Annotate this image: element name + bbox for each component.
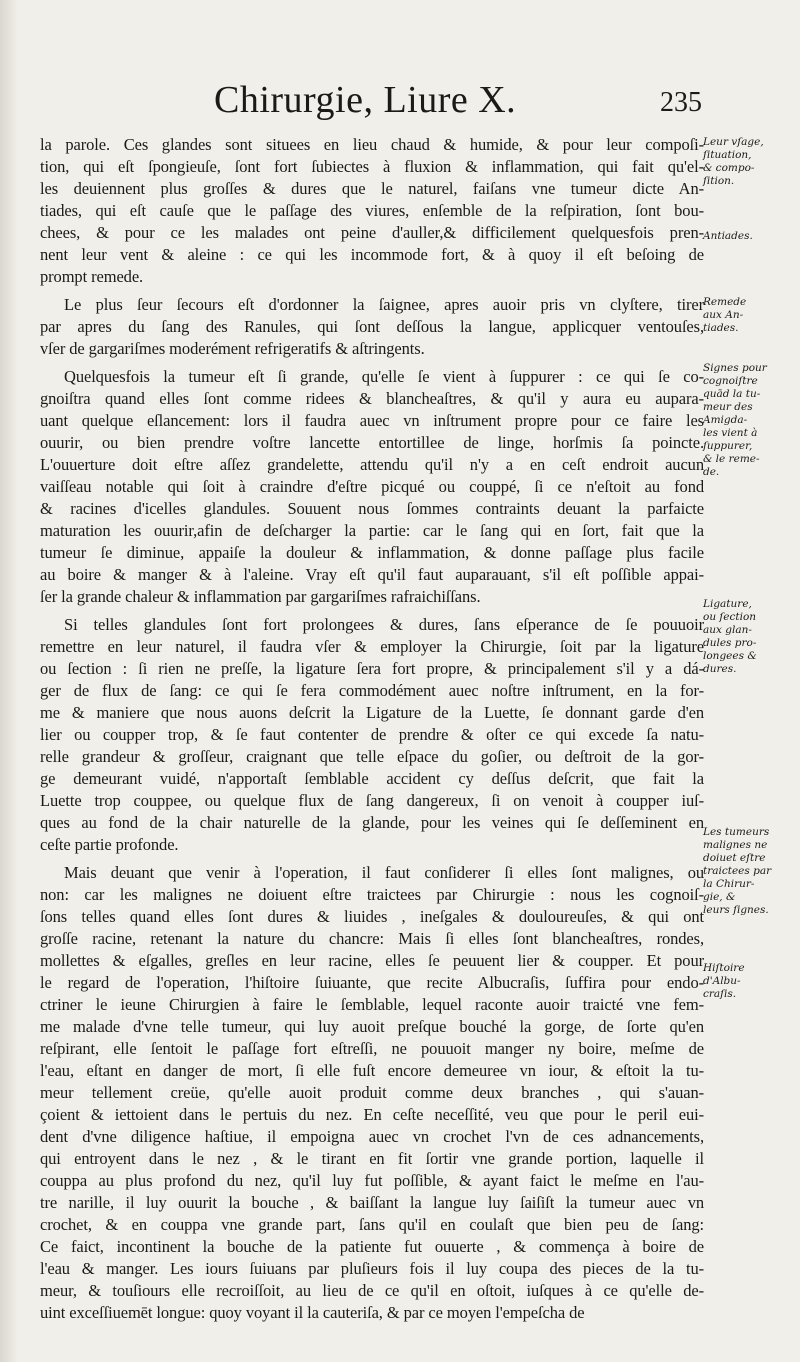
- margin-note-line: ſuppurer,: [703, 440, 753, 452]
- margin-note-line: ou ſection: [703, 611, 757, 623]
- text-line: Quelquesfois la tumeur eſt ſi grande, qu'elle ſe vient à ſuppurer : ce qui ſe co-: [64, 367, 704, 386]
- text-line: & racines d'icelles glandules. Souuent nous ſommes contraints deuant la parfaicte: [40, 499, 704, 518]
- margin-note-line: & compo-: [703, 162, 755, 174]
- text-line: çoient & iettoient dans le pertuis du nez. En ceſte neceſſité, veu que pour le peril eui-: [40, 1105, 704, 1124]
- text-line: meur, & touſiours elle recroiſſoit, au lieu de ce qu'il en oſtoit, iuſques à ce qu'elle de-: [40, 1281, 704, 1300]
- margin-note: [703, 296, 799, 335]
- margin-note-line: Les tumeurs: [703, 826, 770, 838]
- margin-note-line: leurs ſignes.: [703, 904, 769, 916]
- text-line: mollettes & eſgalles, greſles en leur racine, elles ſe peuuent lier & coupper. Et pour: [40, 951, 704, 970]
- text-line: l'eau & manger. Les iours ſuiuans par pluſieurs fois il luy coupa des pieces de la tu-: [40, 1259, 704, 1278]
- text-line: nent leur vent & aleine : ce qui les incommode fort, & à quoy il eſt beſoing de: [40, 245, 704, 264]
- margin-note-line: Ligature,: [703, 598, 752, 610]
- margin-note-line: Hiſtoire: [703, 962, 745, 974]
- text-line: Ce faict, incontinent la bouche de la patiente fut ouuerte , & commença à boire de: [40, 1237, 704, 1256]
- margin-note-line: doiuet eſtre: [703, 852, 766, 864]
- paragraph: [40, 366, 704, 608]
- text-line: gnoiſtra quand elles ſont comme ridees & blancheaſtres, & qu'il y aura eu aupara-: [40, 389, 704, 408]
- text-line: ſer la grande chaleur & inflammation par gargariſmes rafraichiſſans.: [40, 587, 481, 606]
- text-line: remettre en leur naturel, il faudra vſer & employer la Chirurgie, ſoit par la ligature: [40, 637, 704, 656]
- margin-note-line: Amigda-: [703, 414, 748, 426]
- margin-note-line: ſition.: [703, 175, 735, 187]
- margin-note-line: longees &: [703, 650, 757, 662]
- margin-note-line: Remede: [703, 296, 747, 308]
- paragraph: [40, 294, 704, 360]
- text-line: au boire & manger & à l'aleine. Vray eſt qu'il faut auparauant, s'il eſt poſſible appai-: [40, 565, 704, 584]
- paragraph: [40, 134, 704, 288]
- margin-note-line: traictees par: [703, 865, 772, 877]
- text-line: me & maniere que nous auons deſcrit la Ligature de la Luette, ſe donnant garde d'en: [40, 703, 704, 722]
- paragraph: [40, 862, 704, 1324]
- text-line: non: car les malignes ne doiuent eſtre traictees par Chirurgie : nous les cognoiſ-: [40, 885, 704, 904]
- text-line: les deuiennent plus groſſes & dures que le naturel, faiſans vne tumeur dicte An-: [40, 179, 704, 198]
- margin-note: [703, 826, 799, 917]
- margin-note: [703, 230, 799, 243]
- text-line: par apres du ſang des Ranules, qui ſont deſſous la langue, applicquer ventouſes,: [40, 317, 704, 336]
- text-line: Mais deuant que venir à l'operation, il faut conſiderer ſi elles ſont malignes, ou: [64, 863, 704, 882]
- text-line: Si telles glandules ſont fort prolongees & dures, ſans eſperance de ſe pouuoir: [64, 615, 704, 634]
- margin-note: [703, 962, 799, 1001]
- margin-note-line: Signes pour: [703, 362, 767, 374]
- text-line: ſons telles quand elles ſont dures & liuides , ineſgales & douloureuſes, & qui ont: [40, 907, 704, 926]
- text-line: vaiſſeau notable qui ſoit à craindre d'eſtre picqué ou couppé, ſi ce n'eſtoit au fond: [40, 477, 704, 496]
- text-line: crochet, & en couppa vne grande part, ſans qu'il en coulaſt que bien peu de ſang:: [40, 1215, 704, 1234]
- text-line: dent d'vne diligence haſtiue, il empoigna auec vn crochet l'vn de ces adnancements,: [40, 1127, 704, 1146]
- text-line: couppa au plus profond du nez, qu'il luy fut poſſible, & ayant faict le meſme en l'au-: [40, 1171, 704, 1190]
- text-line: ou ſection : ſi rien ne preſſe, la ligature ſera fort propre, & principalement s'il y a dá-: [40, 659, 704, 678]
- margin-note-line: & le reme-: [703, 453, 760, 465]
- text-line: ques au fond de la chair naturelle de la glande, pour les veines qui ſe deſſeminent en: [40, 813, 704, 832]
- text-line: prompt remede.: [40, 267, 144, 286]
- text-line: tumeur ſe diminue, appaiſe la douleur & inflammation, & donne paſſage plus facile: [40, 543, 704, 562]
- text-line: chees, & pour ce les malades ont peine d'auller,& difficilement quelquesfois pren-: [40, 223, 704, 242]
- text-line: ouurir, ou bien prendre voſtre lancette entortillee de linge, horſmis ſa poincte.: [40, 433, 704, 452]
- text-line: ctriner le ieune Chirurgien à faire le ſemblable, lequel raconte auoir traicté vne fem-: [40, 995, 704, 1014]
- margin-note-line: meur des: [703, 401, 753, 413]
- margin-note-line: Leur vſage,: [703, 136, 764, 148]
- text-line: me malade d'vne telle tumeur, qui luy auoit preſque bouché la gorge, de ſorte qu'en: [40, 1017, 704, 1036]
- text-line: L'ouuerture doit eſtre aſſez grandelette, attendu qu'il n'y a en ceſt endroit aucun: [40, 455, 704, 474]
- text-line: groſſe racine, retenant la nature du chancre: Mais ſi elles ſont blancheaſtres, rondes,: [40, 929, 704, 948]
- margin-note-line: ſituation,: [703, 149, 752, 161]
- margin-note-line: quād la tu-: [703, 388, 761, 400]
- text-line: le regard de l'operation, l'hiſtoire ſuiuante, que recite Albucraſis, ſuffira pour endo-: [40, 973, 704, 992]
- text-line: maturation les ouurir,afin de deſcharger la partie: car le ſang qui en ſort, fait que la: [40, 521, 704, 540]
- margin-note: [703, 598, 799, 676]
- text-line: ceſte partie profonde.: [40, 835, 179, 854]
- paragraph: [40, 614, 704, 856]
- text-line: reſpirant, elle ſentoit le paſſage fort eſtreſſi, ne pouuoit manger ny boire, meſme de: [40, 1039, 704, 1058]
- margin-note-line: tiades.: [703, 322, 739, 334]
- page-number: 235: [660, 87, 702, 118]
- text-line: Luette trop couppee, ou quelque flux de ſang dangereux, ſi on venoit à coupper iuſ-: [40, 791, 704, 810]
- text-line: uant quelque eſlancement: lors il faudra auec vn inſtrument propre pour ce faire les: [40, 411, 704, 430]
- text-line: l'eau, eſtant en danger de mort, ſi elle fuſt encore demeuree vn iour, & eſtoit la tu-: [40, 1061, 704, 1080]
- margin-note-line: la Chirur-: [703, 878, 755, 890]
- text-line: relle grandeur & groſſeur, craignant que telle eſpace du goſier, ou deſtroit de la gor-: [40, 747, 704, 766]
- margin-note-line: dules pro-: [703, 637, 757, 649]
- text-line: qui entroyent dans le nez , & le tirant en fit ſortir vne grande portion, laquelle il: [40, 1149, 704, 1168]
- margin-note-line: gie, &: [703, 891, 736, 903]
- text-line: Le plus ſeur ſecours eſt d'ordonner la ſaignee, apres auoir pris vn clyſtere, tirer: [64, 295, 704, 314]
- margin-note-line: Antiades.: [703, 230, 753, 242]
- margin-note: [703, 362, 799, 479]
- text-line: la parole. Ces glandes sont situees en lieu chaud & humide, & pour leur compoſi-: [40, 135, 704, 154]
- page-gutter-shadow: [0, 0, 18, 1362]
- main-text-block: [40, 134, 704, 1324]
- margin-note-line: les vient à: [703, 427, 758, 439]
- text-line: meur tellement creüe, qu'elle auoit produit comme deux branches , qui s'auan-: [40, 1083, 704, 1102]
- margin-note-line: cognoiſtre: [703, 375, 758, 387]
- text-line: ge demeurant vuidé, n'apportaſt ſemblable accident cy deſſus deſcrit, que fait la: [40, 769, 704, 788]
- margin-note-line: dures.: [703, 663, 737, 675]
- margin-note-line: malignes ne: [703, 839, 768, 851]
- text-line: lier ou coupper trop, & ſe faut contenter de prendre & oſter ce qui excede ſa natu-: [40, 725, 704, 744]
- text-line: tion, qui eſt ſpongieuſe, ſont fort ſubiectes à fluxion & inflammation, qui fait qu'el-: [40, 157, 704, 176]
- margin-note: [703, 136, 799, 188]
- text-line: ger de flux de ſang: ce qui ſe fera commodément auec noſtre inſtrument, en la for-: [40, 681, 704, 700]
- running-header-title: Chirurgie, Liure X.: [214, 79, 517, 121]
- margin-note-line: de.: [703, 466, 720, 478]
- text-line: tiades, qui eſt cauſe que le paſſage des viures, enſemble de la reſpiration, ſont bou-: [40, 201, 704, 220]
- margin-note-line: d'Albu-: [703, 975, 741, 987]
- text-line: vſer de gargariſmes moderément refrigeratifs & aſtringents.: [40, 339, 425, 358]
- margin-note-line: craſis.: [703, 988, 737, 1000]
- margin-note-line: aux glan-: [703, 624, 752, 636]
- text-line: uint exceſſiuemēt longue: quoy voyant il la cauteriſa, & par ce moyen l'empeſcha de: [40, 1303, 585, 1322]
- text-line: tre narille, il luy ouurit la bouche , & baiſſant la langue luy ſaiſiſt la tumeur auec vn: [40, 1193, 704, 1212]
- margin-note-line: aux An-: [703, 309, 744, 321]
